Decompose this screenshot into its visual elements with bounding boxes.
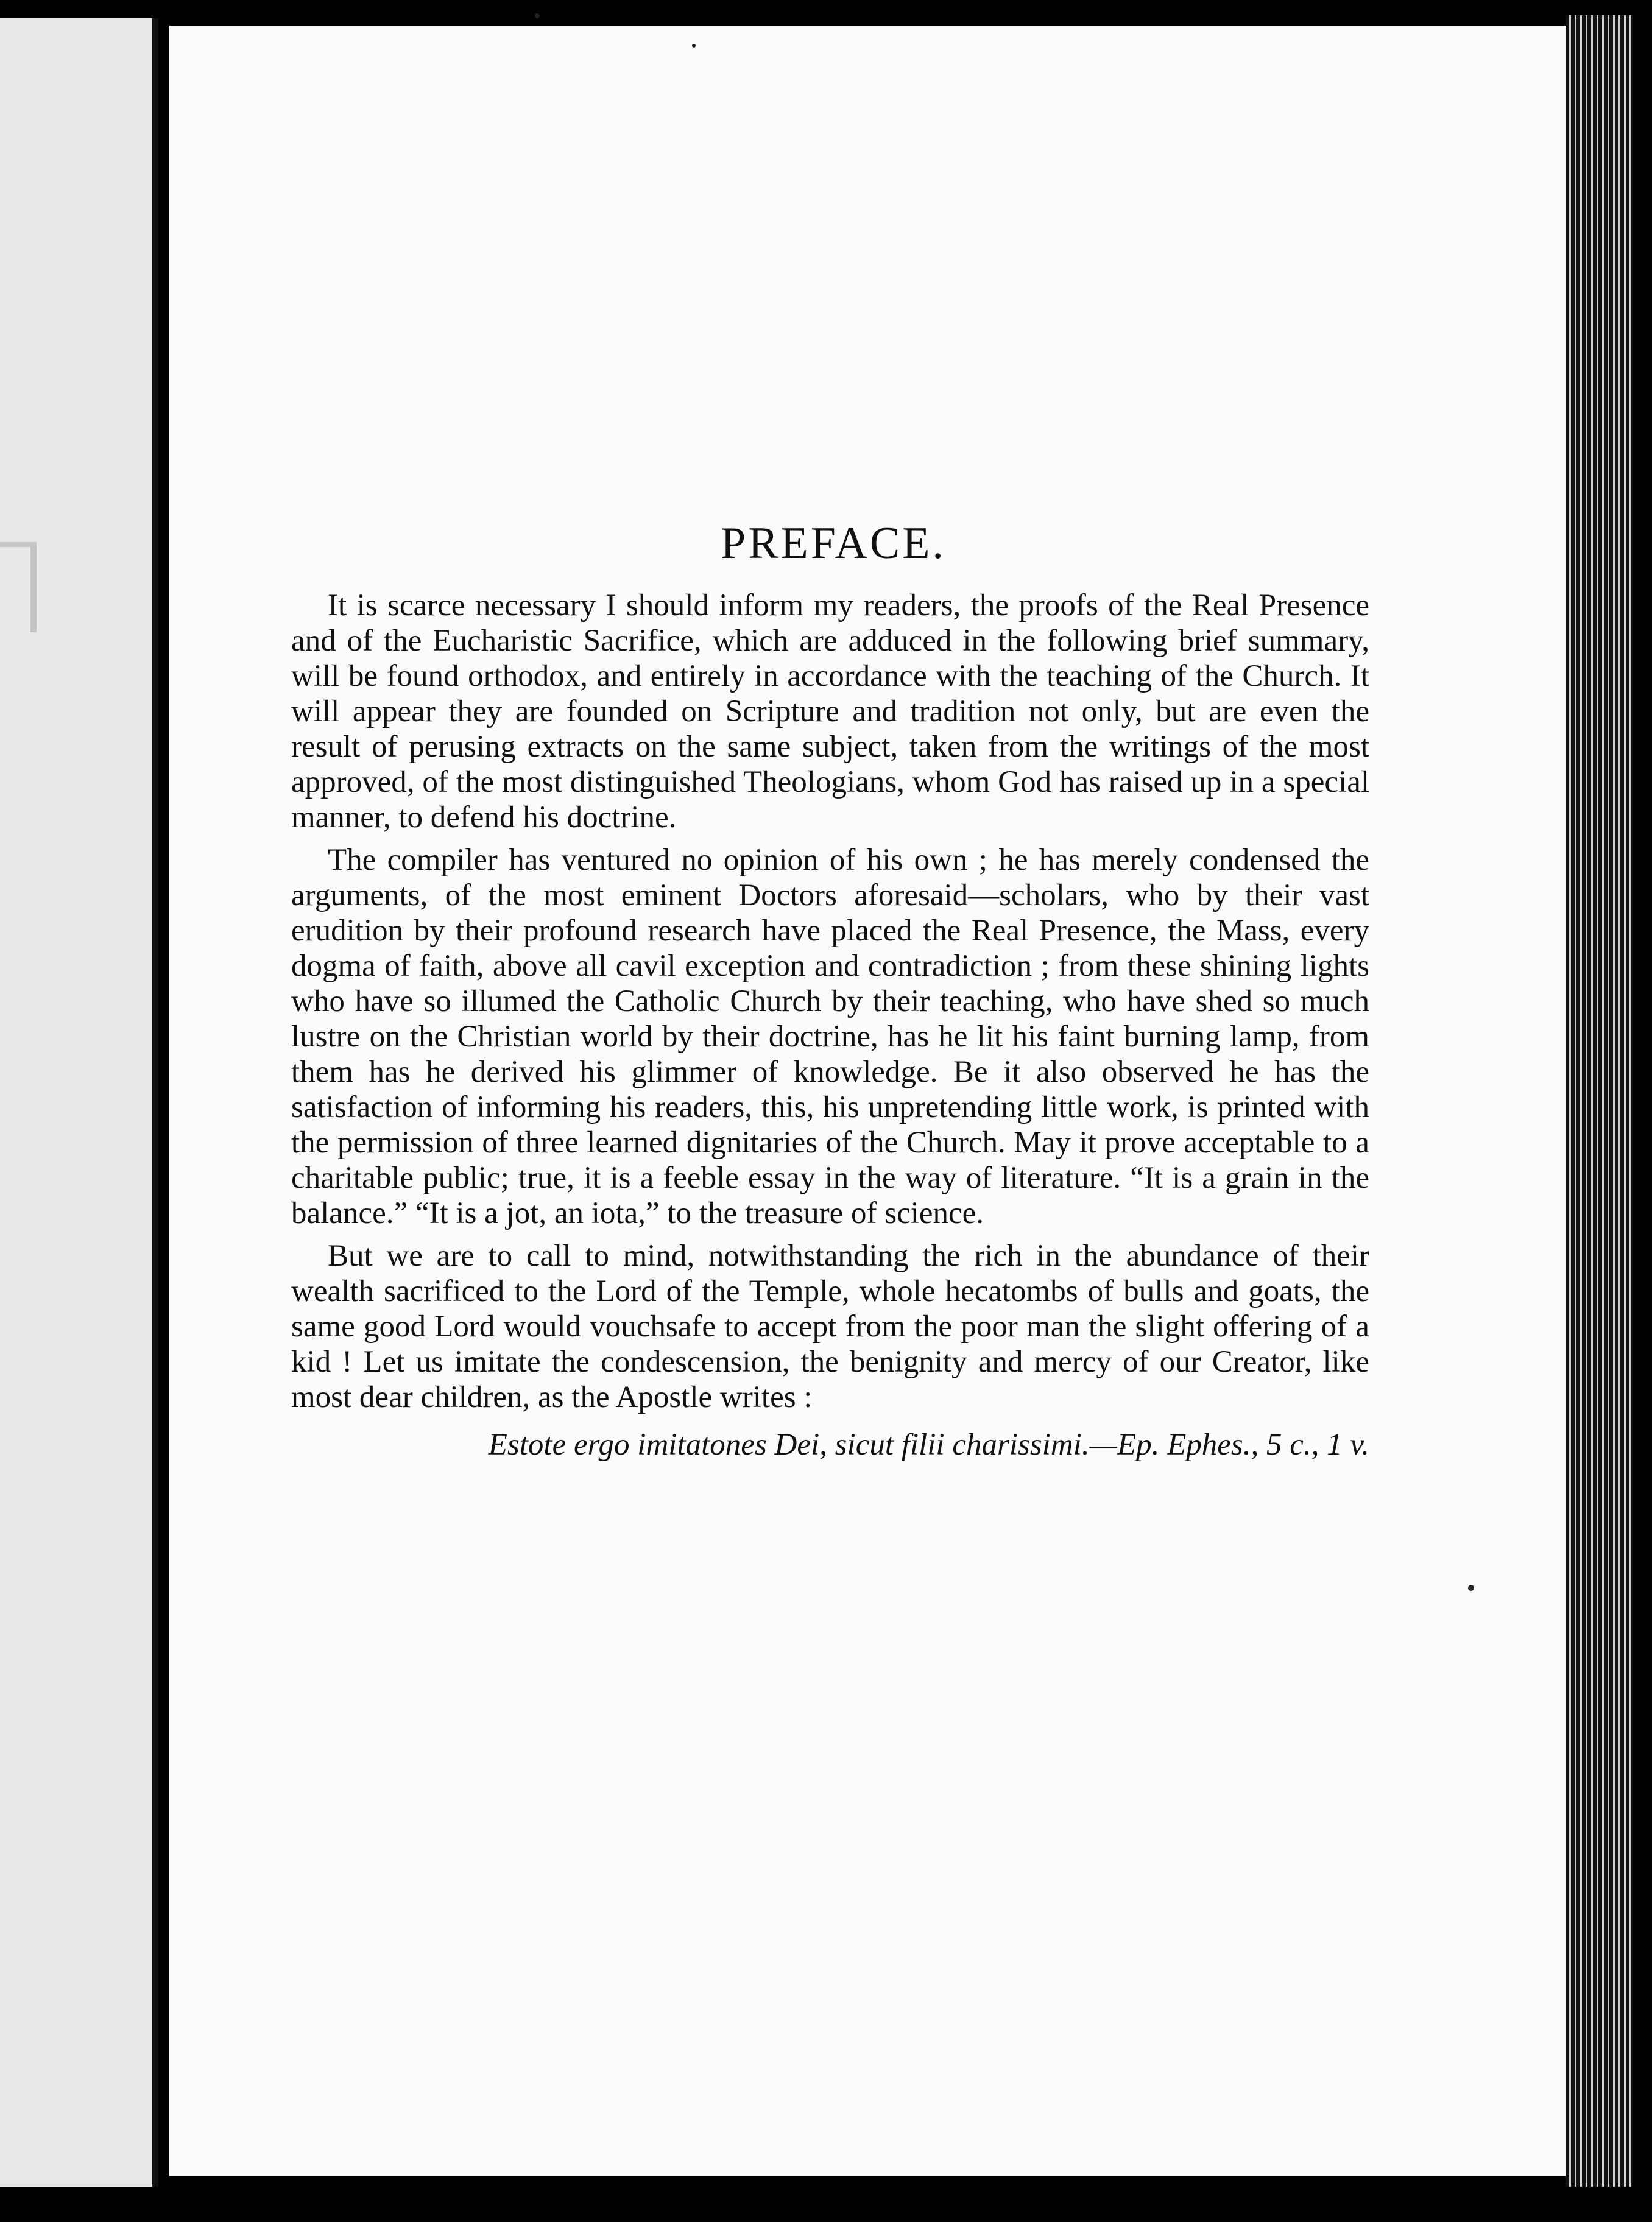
facing-page-letter-fragment: [0, 542, 37, 632]
ink-speck: [692, 44, 696, 48]
paragraph-3: But we are to call to mind, notwithstanding the rich in the abundance of their wealth sacrificed to the Lord of the Temple, whole hecatombs of bulls and goats, the same good Lord would vouchsafe to accept from the poor man the slight offering of a kid ! Let us imitate the condescension, the benignity and mercy of our Creator, like most dear children, as the Apostle writes :: [291, 1239, 1369, 1414]
facing-page-edge: [0, 18, 158, 2187]
ink-speck: [1468, 1585, 1474, 1591]
paragraph-1: It is scarce necessary I should inform my readers, the proofs of the Real Presence and of the Eucharistic Sacrifice, which are adduced in the following brief summary, will be found orthodox, and entirely in accordance with the teaching of the Church. It will appear they are founded on Scripture and tradition not only, but are even the result of perusing extracts on the same subject, taken from the writings of the most approved, of the most distinguished Theologians, whom God has raised up in a special manner, to defend his doctrine.: [291, 588, 1369, 834]
latin-quote: Estote ergo imitatones Dei, sicut filii charissimi.—Ep. Ephes., 5 c., 1 v.: [488, 1428, 1369, 1462]
page-stack-edges: [1566, 15, 1633, 2187]
page-title: PREFACE.: [721, 518, 946, 568]
ink-speck: [535, 13, 540, 18]
paragraph-2: The compiler has ventured no opinion of his own ; he has merely condensed the arguments, of the most eminent Doctors aforesaid—scholars, who by their vast erudition by their profound research have placed the Real Presence, the Mass, every dogma of faith, above all cavil exception and contradiction ; from these shining lights who have so illumed the Catholic Church by their teaching, who have shed so much lustre on the Christian world by their doctrine, has he lit his faint burning lamp, from them has he derived his glimmer of knowledge. Be it also observed he has the satisfaction of informing his readers, this, his unpretending little work, is printed with the permission of three learned dignitaries of the Church. May it prove acceptable to a charitable public; true, it is a feeble essay in the way of literature. “It is a grain in the balance.” “It is a jot, an iota,” to the treasure of science.: [291, 843, 1369, 1230]
preface-text-block: [291, 518, 1369, 1462]
